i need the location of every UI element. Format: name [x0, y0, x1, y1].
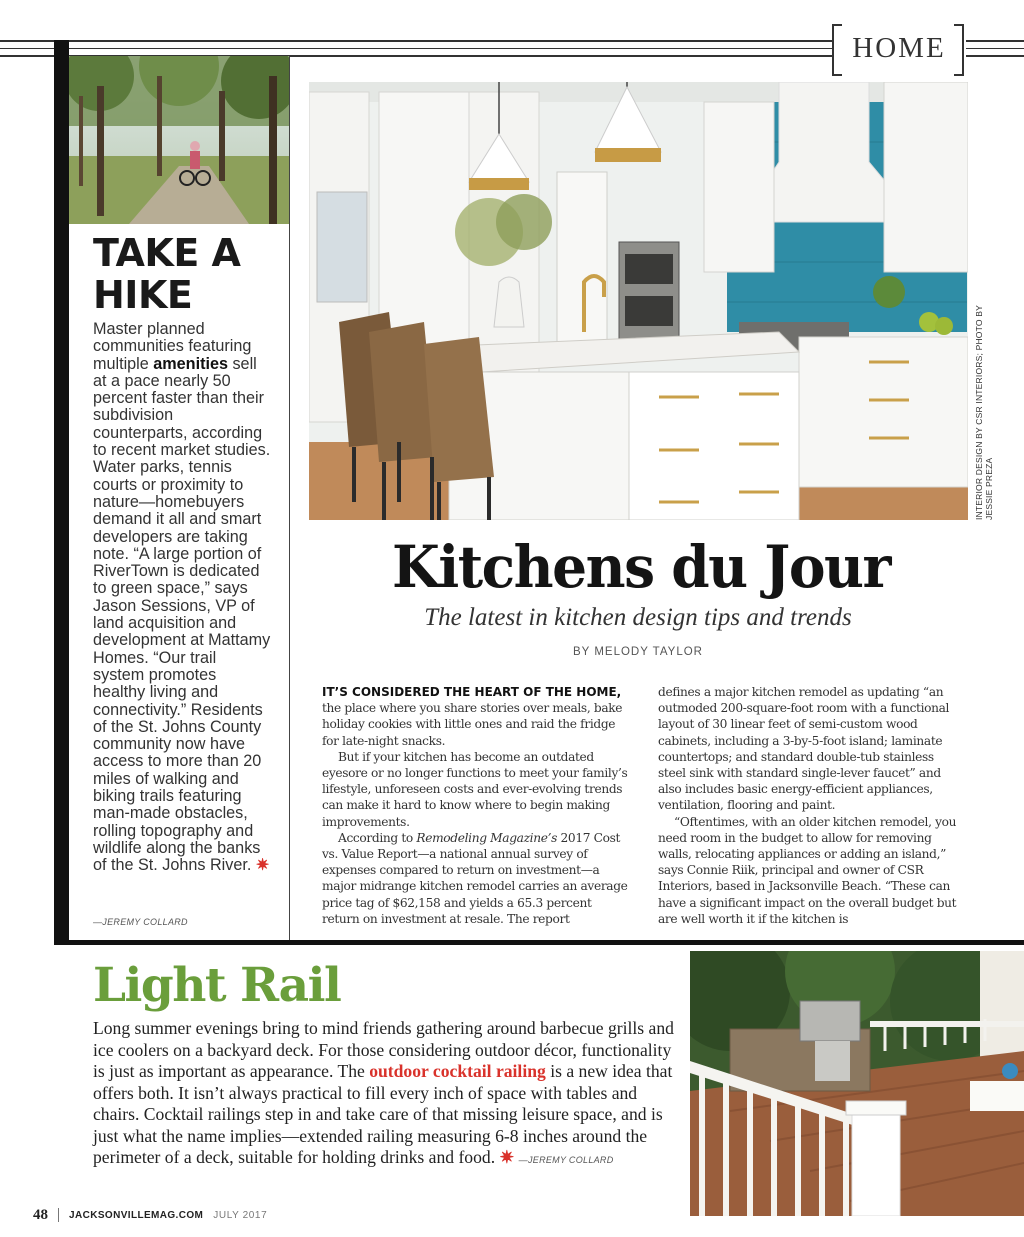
- light-rail-credit: —JEREMY COLLARD: [518, 1155, 614, 1165]
- header-rule-right-top: [966, 40, 1024, 42]
- end-mark-icon: ✷: [499, 1147, 515, 1167]
- sidebar-credit: —JEREMY COLLARD: [93, 917, 188, 927]
- hike-photo: [69, 56, 289, 224]
- sidebar-title: TAKE A HIKE: [93, 231, 241, 317]
- article-paragraph-1-text: the place where you share stories over meals, bake holiday cookies with little ones and raid the fridge for late-night snacks.: [322, 701, 623, 748]
- section-tag: HOME: [852, 31, 946, 64]
- end-mark-icon: ✷: [255, 856, 270, 875]
- header-rule-mid: [0, 48, 832, 49]
- article-byline: BY MELODY TAYLOR: [573, 646, 703, 658]
- header-rule-right-mid: [966, 48, 1024, 49]
- amenities-keyword: amenities: [153, 354, 228, 373]
- section-divider: [54, 940, 1024, 945]
- header-rule-right-bottom: [966, 55, 1024, 57]
- article-paragraph-3: [322, 830, 628, 927]
- magazine-name: Remodeling Magazine’s: [416, 830, 557, 845]
- article-column-1: [322, 684, 628, 927]
- footer-site[interactable]: JACKSONVILLEMAG.COM: [69, 1209, 204, 1221]
- sidebar-body-text-cont: sell at a pace nearly 50 percent faster than their subdivision counterparts, according to recent market studies. Water parks, tennis courts or proximity to nature—homebuyers demand it all and smart developers are taking note. “A large portion of RiverTown is dedicated to green space,” says Jason Sessions, VP of land acquisition and development at Mattamy Homes. “Our trail system promotes healthy living and connectivity.” Residents of the St. Johns County community now have access to more than 20 miles of walking and biking trails featuring man-made obstacles, rolling topography and wildlife along the banks of the St. Johns River.: [93, 354, 271, 875]
- article-title: Kitchens du Jour: [392, 532, 890, 601]
- sidebar-divider: [289, 56, 290, 940]
- article-paragraph-3-text: According to: [338, 830, 417, 845]
- sidebar-body: [93, 321, 271, 875]
- light-rail-title: Light Rail: [93, 958, 341, 1013]
- article-lead-in: IT’S CONSIDERED THE HEART OF THE HOME,: [322, 685, 622, 699]
- light-rail-body: [93, 1018, 683, 1172]
- sidebar-accent-bar: [54, 40, 69, 940]
- sidebar-body-text: Master planned communities featuring multiple: [93, 320, 252, 373]
- kitchen-photo: [309, 82, 968, 520]
- article-column-2: [658, 684, 960, 927]
- footer-date: JULY 2017: [213, 1209, 268, 1221]
- light-rail-body-text-cont: is a new idea that offers both. It isn’t always practical to fill every inch of space with tables and chairs. Cocktail railings step in and take care of that missing leisure space, and is just what the name implies—extended railing measuring 6-8 inches around the perimeter of a deck, suitable for holding drinks and food.: [93, 1061, 673, 1167]
- deck-photo: [690, 951, 1024, 1216]
- photo-credit: INTERIOR DESIGN BY CSR INTERIORS; PHOTO BY JESSIE PREZA: [974, 305, 994, 520]
- page-footer: [33, 1205, 267, 1225]
- article-paragraph-2: But if your kitchen has become an outdated eyesore or no longer functions to meet your family’s lifestyle, unforeseen costs and ever-evolving trends can make it hard to know where to begin making improvements.: [322, 749, 628, 829]
- article-paragraph-5: “Oftentimes, with an older kitchen remodel, you need room in the budget to allow for removing walls, relocating appliances or adding an island,” says Connie Riik, principal and owner of CSR Interiors, based in Jacksonville Beach. “These can have a significant impact on the overall budget but are well worth it if the kitchen is: [658, 814, 957, 926]
- article-paragraph-4: defines a major kitchen remodel as updating “an outmoded 200-square-foot room with a functional layout of 30 linear feet of semi-custom wood cabinets, including a 3-by-5-foot island; laminate countertops; and standard double-tub stainless steel sink with standard single-lever faucet” and also includes basic energy-efficient appliances, ventilation, flooring and paint.: [658, 685, 950, 813]
- article-paragraph-3-cont: 2017 Cost vs. Value Report—a national annual survey of expenses compared to return on investment—a major midrange kitchen remodel carries an average price tag of $62,158 and yields a 65.3 percent return on investment at resale. The report: [322, 830, 628, 926]
- header-rule-top: [0, 40, 832, 42]
- article-paragraph-1: [322, 684, 628, 749]
- article-subtitle: The latest in kitchen design tips and trends: [424, 604, 852, 631]
- cocktail-railing-link[interactable]: outdoor cocktail railing: [369, 1061, 546, 1081]
- light-rail-body-text: Long summer evenings bring to mind friends gathering around barbecue grills and ice coolers on a backyard deck. For those considering outdoor décor, functionality is just as important as appearance. The: [93, 1018, 674, 1081]
- footer-separator: [58, 1208, 59, 1222]
- page-number: 48: [33, 1206, 48, 1223]
